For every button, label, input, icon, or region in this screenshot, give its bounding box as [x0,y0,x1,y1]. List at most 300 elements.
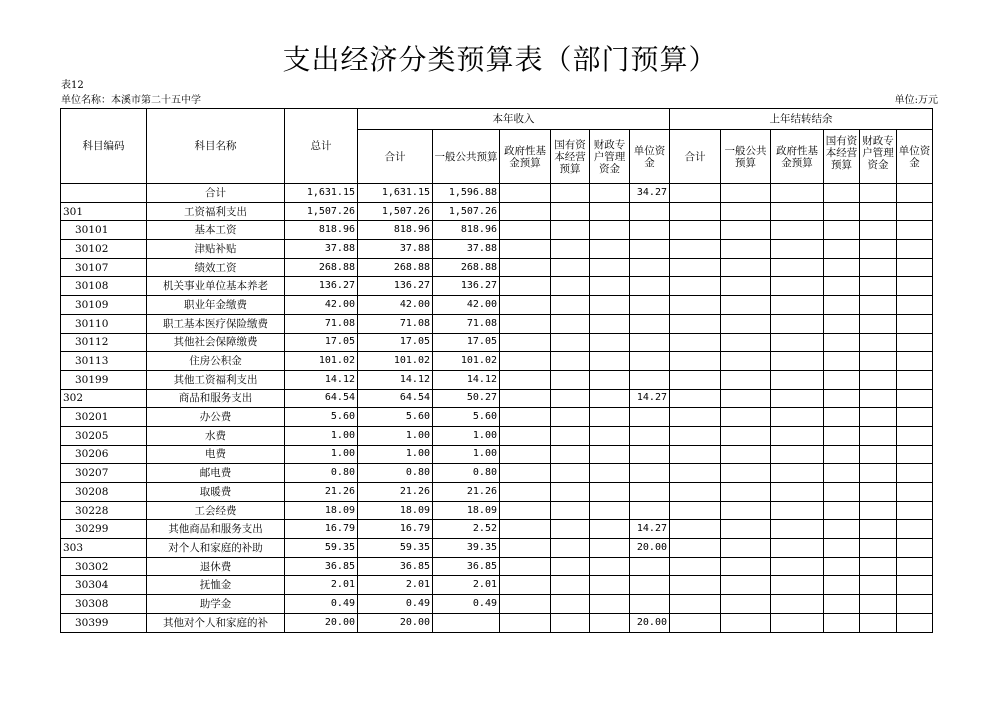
cy-fund-cell [500,370,551,389]
carryover-cell [824,333,860,352]
cy-fund-cell [500,539,551,558]
name-cell: 合计 [147,184,285,203]
carryover-cell [721,595,771,614]
cy-total-cell: 16.79 [358,520,433,539]
cy-special-cell [590,408,630,427]
code-cell: 30399 [61,613,147,632]
carryover-cell [670,408,721,427]
carryover-cell [824,221,860,240]
carryover-cell [897,221,933,240]
carryover-cell [771,426,824,445]
name-cell: 工会经费 [147,501,285,520]
code-cell: 30102 [61,240,147,259]
cy-unit-fund-cell [630,296,670,315]
code-cell [61,184,147,203]
cy-fund-cell [500,202,551,221]
carryover-cell [771,501,824,520]
cy-special-cell [590,557,630,576]
code-cell: 30113 [61,352,147,371]
cy-total-cell: 42.00 [358,296,433,315]
cy-general-cell: 1,596.88 [433,184,500,203]
carryover-cell [771,408,824,427]
header-code: 科目编码 [61,109,147,184]
carryover-cell [721,277,771,296]
code-cell: 30207 [61,464,147,483]
carryover-cell [824,501,860,520]
carryover-cell [771,240,824,259]
name-cell: 津贴补贴 [147,240,285,259]
cy-general-cell: 39.35 [433,539,500,558]
code-cell: 30308 [61,595,147,614]
carryover-cell [824,202,860,221]
code-cell: 30199 [61,370,147,389]
name-cell: 助学金 [147,595,285,614]
carryover-cell [860,613,897,632]
carryover-cell [670,520,721,539]
carryover-cell [824,445,860,464]
carryover-cell [670,277,721,296]
cy-total-cell: 64.54 [358,389,433,408]
carryover-cell [721,389,771,408]
carryover-cell [771,539,824,558]
cy-special-cell [590,539,630,558]
carryover-cell [824,389,860,408]
cy-special-cell [590,296,630,315]
total-cell: 1.00 [285,426,358,445]
cy-special-cell [590,389,630,408]
carryover-cell [897,277,933,296]
cy-capital-cell [551,613,590,632]
code-cell: 30109 [61,296,147,315]
total-cell: 136.27 [285,277,358,296]
budget-table [60,108,933,633]
carryover-cell [860,576,897,595]
table-row [61,501,933,520]
carryover-cell [670,501,721,520]
carryover-cell [771,576,824,595]
cy-special-cell [590,221,630,240]
carryover-cell [771,333,824,352]
total-cell: 17.05 [285,333,358,352]
cy-general-cell: 50.27 [433,389,500,408]
cy-general-cell: 14.12 [433,370,500,389]
carryover-cell [897,483,933,502]
cy-unit-fund-cell [630,557,670,576]
carryover-cell [897,539,933,558]
cy-special-cell [590,314,630,333]
carryover-cell [824,613,860,632]
carryover-cell [860,464,897,483]
carryover-cell [670,389,721,408]
carryover-cell [721,221,771,240]
cy-fund-cell [500,595,551,614]
page-title: 支出经济分类预算表（部门预算） [282,43,718,76]
cy-total-cell: 2.01 [358,576,433,595]
cy-capital-cell [551,464,590,483]
total-cell: 36.85 [285,557,358,576]
carryover-cell [721,576,771,595]
carryover-cell [897,408,933,427]
cy-special-cell [590,352,630,371]
table-row [61,296,933,315]
name-cell: 工资福利支出 [147,202,285,221]
table-row [61,277,933,296]
carryover-cell [824,258,860,277]
table-row [61,370,933,389]
carryover-cell [860,389,897,408]
carryover-cell [721,202,771,221]
cy-special-cell [590,483,630,502]
table-row [61,539,933,558]
cy-capital-cell [551,445,590,464]
cy-unit-fund-cell: 20.00 [630,613,670,632]
carryover-cell [860,314,897,333]
name-cell: 机关事业单位基本养老 [147,277,285,296]
carryover-cell [721,296,771,315]
carryover-cell [721,501,771,520]
carryover-cell [771,277,824,296]
cy-unit-fund-cell [630,576,670,595]
cy-total-cell: 0.49 [358,595,433,614]
header-co-special-text: 财政专户管理资金 [862,134,894,171]
name-cell: 对个人和家庭的补助 [147,539,285,558]
carryover-cell [824,539,860,558]
carryover-cell [771,258,824,277]
carryover-cell [860,426,897,445]
cy-general-cell: 268.88 [433,258,500,277]
carryover-cell [824,426,860,445]
cy-fund-cell [500,520,551,539]
cy-special-cell [590,595,630,614]
cy-unit-fund-cell [630,483,670,502]
cy-fund-cell [500,314,551,333]
cy-fund-cell [500,240,551,259]
carryover-cell [721,520,771,539]
carryover-cell [897,595,933,614]
carryover-cell [721,539,771,558]
cy-unit-fund-cell [630,221,670,240]
carryover-cell [897,352,933,371]
name-cell: 其他商品和服务支出 [147,520,285,539]
cy-special-cell [590,202,630,221]
cy-unit-fund-cell [630,352,670,371]
table-row [61,389,933,408]
header-co-general: 一般公共预算 [721,130,771,184]
cy-total-cell: 20.00 [358,613,433,632]
cy-total-cell: 1,507.26 [358,202,433,221]
carryover-cell [771,389,824,408]
total-cell: 1.00 [285,445,358,464]
carryover-cell [824,483,860,502]
carryover-cell [897,613,933,632]
total-cell: 16.79 [285,520,358,539]
carryover-cell [771,314,824,333]
cy-unit-fund-cell [630,258,670,277]
carryover-cell [860,296,897,315]
header-co-unit-fund: 单位资金 [897,130,933,184]
cy-general-cell [433,613,500,632]
code-cell: 302 [61,389,147,408]
cy-unit-fund-cell [630,202,670,221]
total-cell: 14.12 [285,370,358,389]
table-row [61,464,933,483]
table-row [61,333,933,352]
cy-general-cell: 1.00 [433,426,500,445]
header-total: 总计 [285,109,358,184]
cy-total-cell: 18.09 [358,501,433,520]
cy-special-cell [590,426,630,445]
cy-total-cell: 1.00 [358,426,433,445]
cy-unit-fund-cell: 20.00 [630,539,670,558]
cy-total-cell: 59.35 [358,539,433,558]
header-co-capital-text: 国有资本经营预算 [825,134,858,171]
cy-total-cell: 136.27 [358,277,433,296]
carryover-cell [824,576,860,595]
cy-general-cell: 101.02 [433,352,500,371]
carryover-cell [670,464,721,483]
cy-general-cell: 1,507.26 [433,202,500,221]
carryover-cell [860,445,897,464]
cy-general-cell: 37.88 [433,240,500,259]
cy-total-cell: 21.26 [358,483,433,502]
name-cell: 抚恤金 [147,576,285,595]
cy-special-cell [590,464,630,483]
carryover-cell [771,221,824,240]
carryover-cell [721,352,771,371]
carryover-cell [860,221,897,240]
cy-fund-cell [500,613,551,632]
cy-total-cell: 17.05 [358,333,433,352]
header-carryover: 上年结转结余 [670,109,933,130]
cy-capital-cell [551,539,590,558]
cy-capital-cell [551,221,590,240]
carryover-cell [771,595,824,614]
cy-total-cell: 1,631.15 [358,184,433,203]
carryover-cell [721,464,771,483]
total-cell: 37.88 [285,240,358,259]
cy-special-cell [590,370,630,389]
cy-fund-cell [500,464,551,483]
code-cell: 30110 [61,314,147,333]
carryover-cell [897,258,933,277]
cy-total-cell: 818.96 [358,221,433,240]
cy-capital-cell [551,520,590,539]
carryover-cell [824,277,860,296]
carryover-cell [824,296,860,315]
cy-total-cell: 101.02 [358,352,433,371]
cy-fund-cell [500,483,551,502]
cy-capital-cell [551,352,590,371]
carryover-cell [824,184,860,203]
cy-fund-cell [500,184,551,203]
carryover-cell [771,613,824,632]
name-cell: 邮电费 [147,464,285,483]
carryover-cell [721,445,771,464]
carryover-cell [897,333,933,352]
carryover-cell [897,296,933,315]
carryover-cell [860,202,897,221]
header-cy-unit-fund: 单位资金 [630,130,670,184]
cy-capital-cell [551,389,590,408]
name-cell: 其他工资福利支出 [147,370,285,389]
carryover-cell [670,333,721,352]
table-row [61,314,933,333]
cy-capital-cell [551,501,590,520]
cy-fund-cell [500,576,551,595]
cy-special-cell [590,501,630,520]
header-co-total: 合计 [670,130,721,184]
cy-fund-cell [500,445,551,464]
table-body [61,184,933,633]
carryover-cell [860,501,897,520]
total-cell: 0.80 [285,464,358,483]
name-cell: 绩效工资 [147,258,285,277]
carryover-cell [721,557,771,576]
cy-fund-cell [500,389,551,408]
header-cy-fund: 政府性基金预算 [500,130,551,184]
carryover-cell [860,333,897,352]
total-cell: 59.35 [285,539,358,558]
carryover-cell [860,240,897,259]
code-cell: 30112 [61,333,147,352]
cy-capital-cell [551,408,590,427]
header-co-special [860,130,897,184]
total-cell: 20.00 [285,613,358,632]
carryover-cell [860,408,897,427]
carryover-cell [670,240,721,259]
total-cell: 18.09 [285,501,358,520]
cy-fund-cell [500,296,551,315]
carryover-cell [771,557,824,576]
name-cell: 住房公积金 [147,352,285,371]
cy-general-cell: 36.85 [433,557,500,576]
cy-special-cell [590,184,630,203]
carryover-cell [771,202,824,221]
cy-fund-cell [500,501,551,520]
carryover-cell [897,445,933,464]
carryover-cell [670,557,721,576]
name-cell: 办公费 [147,408,285,427]
carryover-cell [771,352,824,371]
carryover-cell [670,314,721,333]
name-cell: 其他对个人和家庭的补 [147,613,285,632]
cy-special-cell [590,258,630,277]
table-header [61,109,933,184]
carryover-cell [771,483,824,502]
code-cell: 30302 [61,557,147,576]
carryover-cell [897,389,933,408]
carryover-cell [897,426,933,445]
table-row [61,426,933,445]
cy-unit-fund-cell: 34.27 [630,184,670,203]
table-row [61,408,933,427]
carryover-cell [897,240,933,259]
carryover-cell [897,501,933,520]
code-cell: 30108 [61,277,147,296]
cy-unit-fund-cell [630,464,670,483]
carryover-cell [670,483,721,502]
carryover-cell [824,557,860,576]
name-cell: 其他社会保障缴费 [147,333,285,352]
carryover-cell [860,595,897,614]
table-row [61,445,933,464]
header-cy-special: 财政专户管理资金 [590,130,630,184]
cy-special-cell [590,277,630,296]
cy-capital-cell [551,483,590,502]
code-cell: 30208 [61,483,147,502]
carryover-cell [897,370,933,389]
cy-general-cell: 17.05 [433,333,500,352]
cy-general-cell: 71.08 [433,314,500,333]
cy-capital-cell [551,202,590,221]
table-row [61,557,933,576]
unit-name: 单位名称：本溪市第二十五中学 [61,95,201,106]
cy-general-cell: 42.00 [433,296,500,315]
table-row [61,202,933,221]
name-cell: 水费 [147,426,285,445]
cy-capital-cell [551,277,590,296]
carryover-cell [670,445,721,464]
cy-fund-cell [500,426,551,445]
carryover-cell [771,520,824,539]
cy-general-cell: 1.00 [433,445,500,464]
header-co-capital [824,130,860,184]
table-row [61,240,933,259]
cy-capital-cell [551,426,590,445]
total-cell: 2.01 [285,576,358,595]
total-cell: 818.96 [285,221,358,240]
code-cell: 30201 [61,408,147,427]
carryover-cell [670,539,721,558]
cy-capital-cell [551,557,590,576]
total-cell: 21.26 [285,483,358,502]
code-cell: 30228 [61,501,147,520]
carryover-cell [670,352,721,371]
carryover-cell [771,370,824,389]
name-cell: 取暖费 [147,483,285,502]
cy-capital-cell [551,576,590,595]
carryover-cell [721,370,771,389]
header-cy-general: 一般公共预算 [433,130,500,184]
cy-general-cell: 2.52 [433,520,500,539]
name-cell: 商品和服务支出 [147,389,285,408]
table-row [61,352,933,371]
table-row [61,595,933,614]
total-cell: 71.08 [285,314,358,333]
cy-unit-fund-cell [630,314,670,333]
total-cell: 5.60 [285,408,358,427]
total-cell: 101.02 [285,352,358,371]
carryover-cell [670,370,721,389]
cy-general-cell: 2.01 [433,576,500,595]
cy-capital-cell [551,370,590,389]
header-current-year-income: 本年收入 [358,109,670,130]
carryover-cell [897,184,933,203]
carryover-cell [824,408,860,427]
name-cell: 电费 [147,445,285,464]
total-cell: 0.49 [285,595,358,614]
carryover-cell [824,314,860,333]
cy-total-cell: 37.88 [358,240,433,259]
cy-unit-fund-cell [630,333,670,352]
carryover-cell [771,445,824,464]
table-row [61,520,933,539]
carryover-cell [860,277,897,296]
cy-unit-fund-cell [630,408,670,427]
carryover-cell [897,520,933,539]
carryover-cell [897,202,933,221]
carryover-cell [860,520,897,539]
